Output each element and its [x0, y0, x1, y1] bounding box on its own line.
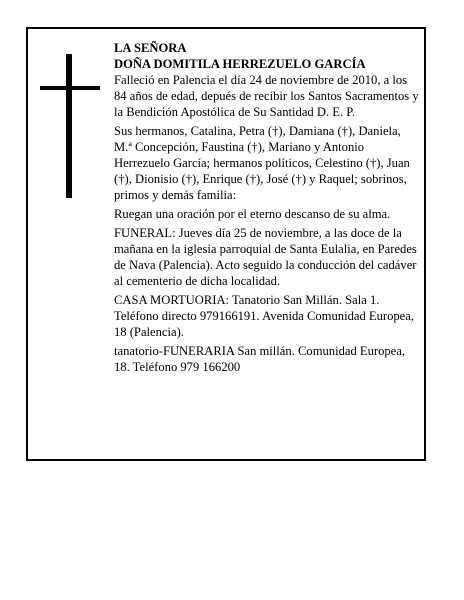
deceased-name: DOÑA DOMITILA HERREZUELO GARCÍA: [114, 57, 366, 71]
cross-icon: [40, 54, 108, 198]
family-list: Sus hermanos, Catalina, Petra (†), Damiana (†), Daniela, M.ª Concepción, Faustina (†), Mariano y Antonio Herrezuelo García; hermanos políticos, Celestino (†), Juan (†), Dionisio (†), Enrique (†), José (†) y Raquel; sobrinos, primos y demás familia:: [114, 124, 410, 202]
notice-title-line1: LA SEÑORA: [114, 41, 187, 55]
cross-horizontal-bar: [40, 86, 100, 90]
funeral-home-details: CASA MORTUORIA: Tanatorio San Millán. Sala 1. Teléfono directo 979166191. Avenida Comunidad Europea, 18 (Palencia).: [114, 293, 415, 339]
prayer-request: Ruegan una oración por el eterno descanso de su alma.: [114, 207, 391, 221]
funeral-details: FUNERAL: Jueves día 25 de noviembre, a las doce de la mañana en la iglesia parroquial de Santa Eulalia, en Paredes de Nava (Palencia). Acto seguido la conducción del cadáver al cementerio de dicha localidad.: [114, 226, 417, 288]
cross-vertical-bar: [66, 54, 72, 198]
death-announcement: Falleció en Palencia el día 24 de noviembre de 2010, a los 84 años de edad, depués de recibir los Santos Sacramentos y la Bendición Apostólica de Su Santidad D. E. P.: [114, 73, 419, 119]
notice-text: [114, 40, 420, 378]
obituary-notice: [26, 27, 426, 461]
funeral-service-contact: tanatorio-FUNERARIA San millán. Comunidad Europea, 18. Teléfono 979 166200: [114, 344, 406, 374]
